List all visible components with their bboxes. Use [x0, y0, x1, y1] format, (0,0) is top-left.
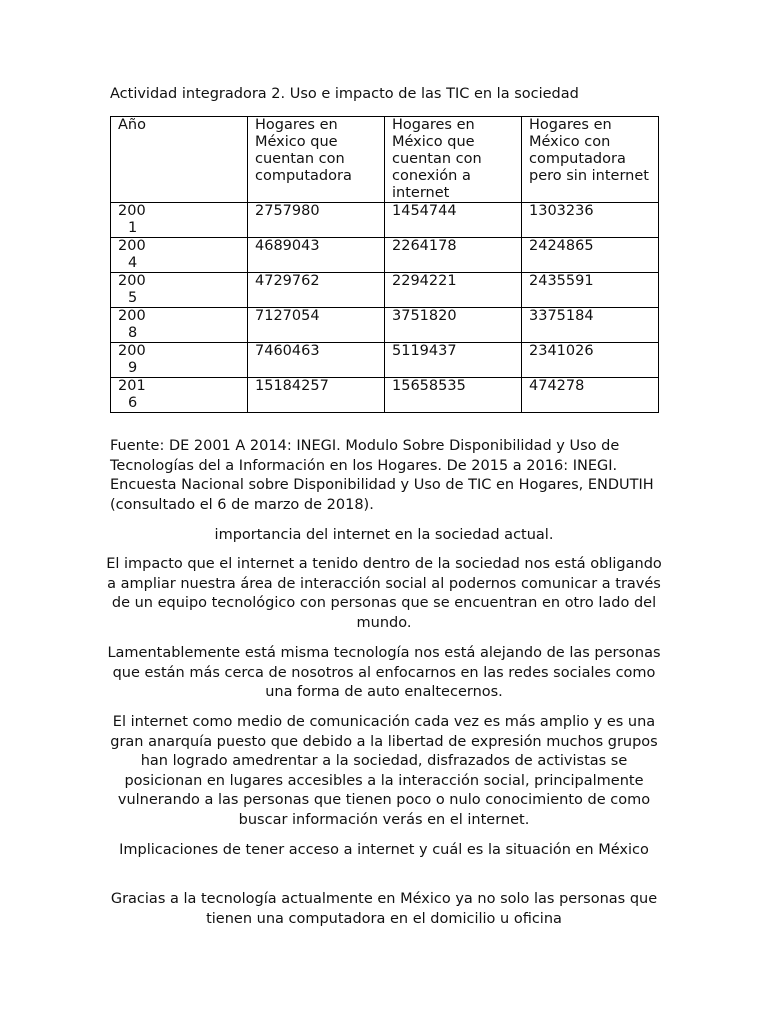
internet-cell: 5119437	[385, 343, 522, 378]
computadora-cell: 4729762	[248, 273, 385, 308]
computadora-cell: 15184257	[248, 378, 385, 413]
sin-internet-cell: 1303236	[522, 203, 659, 238]
table-row	[111, 238, 659, 273]
sin-internet-cell: 2424865	[522, 238, 659, 273]
document-title: Actividad integradora 2. Uso e impacto de las TIC en la sociedad	[110, 86, 579, 102]
section-heading-implicaciones: Implicaciones de tener acceso a internet y cuál es la situación en México	[119, 842, 649, 858]
internet-cell: 2294221	[385, 273, 522, 308]
internet-cell: 15658535	[385, 378, 522, 413]
year-cell: 200 9	[111, 343, 248, 378]
computadora-cell: 7460463	[248, 343, 385, 378]
internet-cell: 3751820	[385, 308, 522, 343]
table-row	[111, 308, 659, 343]
households-table	[110, 116, 659, 413]
paragraph-gracias: Gracias a la tecnología actualmente en México ya no solo las personas que tienen una computadora en el domicilio u oficina	[110, 891, 658, 927]
year-cell: 200 8	[111, 308, 248, 343]
sin-internet-cell: 2435591	[522, 273, 659, 308]
computadora-cell: 4689043	[248, 238, 385, 273]
header-internet: Hogares en México que cuentan con conexión a internet	[385, 117, 522, 203]
year-cell: 200 1	[111, 203, 248, 238]
paragraph-lamentablemente: Lamentablemente está misma tecnología nos está alejando de las personas que están más cerca de nosotros al enfocarnos en las redes sociales como una forma de auto enaltecernos.	[107, 645, 661, 701]
header-sin-internet: Hogares en México con computadora pero sin internet	[522, 117, 659, 203]
sin-internet-cell: 2341026	[522, 343, 659, 378]
computadora-cell: 2757980	[248, 203, 385, 238]
header-year: Año	[111, 117, 248, 203]
table-row	[111, 378, 659, 413]
table-header-row	[111, 117, 659, 203]
table-row	[111, 203, 659, 238]
paragraph-medio-comunicacion: El internet como medio de comunicación cada vez es más amplio y es una gran anarquía puesto que debido a la libertad de expresión muchos grupos han logrado amedrentar a la sociedad, disfrazados de activistas se posicionan en lugares accesibles a la interacción social, principalmente vulnerando a las personas que tienen poco o nulo conocimiento de como buscar información verás en el internet.	[110, 714, 658, 828]
table-row	[111, 273, 659, 308]
internet-cell: 1454744	[385, 203, 522, 238]
source-citation: Fuente: DE 2001 A 2014: INEGI. Modulo Sobre Disponibilidad y Uso de Tecnologías del a Información en los Hogares. De 2015 a 2016: INEGI. Encuesta Nacional sobre Disponibilidad y Uso de TIC en Hogares, ENDUTIH (consultado el 6 de marzo de 2018).	[110, 438, 654, 513]
header-computadora: Hogares en México que cuentan con computadora	[248, 117, 385, 203]
sin-internet-cell: 474278	[522, 378, 659, 413]
section-heading-importancia: importancia del internet en la sociedad actual.	[214, 527, 554, 543]
internet-cell: 2264178	[385, 238, 522, 273]
year-cell: 200 4	[111, 238, 248, 273]
table-row	[111, 343, 659, 378]
sin-internet-cell: 3375184	[522, 308, 659, 343]
year-cell: 201 6	[111, 378, 248, 413]
paragraph-impacto: El impacto que el internet a tenido dentro de la sociedad nos está obligando a ampliar nuestra área de interacción social al podernos comunicar a través de un equipo tecnológico con personas que se encuentran en otro lado del mundo.	[106, 556, 662, 631]
computadora-cell: 7127054	[248, 308, 385, 343]
year-cell: 200 5	[111, 273, 248, 308]
